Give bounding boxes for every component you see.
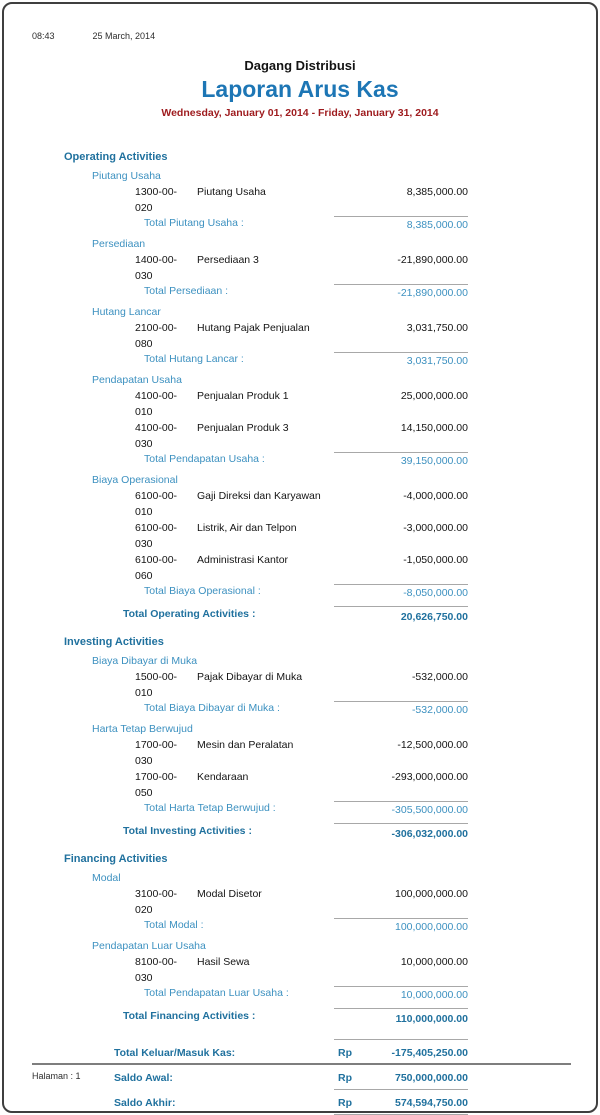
- group-name: Pendapatan Luar Usaha: [92, 940, 206, 952]
- account-row: [135, 252, 468, 284]
- group-total-label: Total Piutang Usaha :: [144, 217, 244, 229]
- group-total-label: Total Persediaan :: [144, 285, 229, 297]
- group-name: Pendapatan Usaha: [92, 374, 182, 386]
- group-total-amount: 10,000,000.00: [334, 986, 468, 1003]
- group-total-amount: 8,385,000.00: [334, 216, 468, 233]
- group-total-label: Total Modal :: [144, 919, 204, 931]
- group-total-amount: -8,050,000.00: [334, 584, 468, 601]
- account-row: [135, 737, 468, 769]
- account-label: Penjualan Produk 1: [197, 390, 289, 402]
- group-total-amount: 100,000,000.00: [334, 918, 468, 935]
- account-row: [135, 552, 468, 584]
- account-label: Mesin dan Peralatan: [197, 739, 294, 751]
- group-name: Modal: [92, 872, 121, 884]
- account-amount: 25,000,000.00: [400, 390, 468, 402]
- account-code: 4100-00-030: [135, 422, 178, 450]
- account-label: Hutang Pajak Penjualan: [197, 322, 310, 334]
- report-title: Laporan Arus Kas: [201, 76, 399, 102]
- group-total-label: Total Pendapatan Usaha :: [144, 453, 265, 465]
- summary-amount: -175,405,250.00: [391, 1047, 468, 1059]
- account-code: 4100-00-010: [135, 390, 178, 418]
- account-amount: 3,031,750.00: [406, 322, 468, 334]
- group-total-amount: 39,150,000.00: [334, 452, 468, 469]
- group-total-row: [135, 801, 468, 818]
- account-code: 1300-00-020: [135, 186, 178, 214]
- section-total-label: Total Financing Activities :: [123, 1010, 256, 1022]
- group-total-label: Total Pendapatan Luar Usaha :: [144, 987, 289, 999]
- account-code: 1700-00-050: [135, 771, 178, 799]
- account-row: [135, 520, 468, 552]
- account-row: [135, 769, 468, 801]
- currency-symbol: Rp: [338, 1047, 352, 1059]
- account-label: Listrik, Air dan Telpon: [197, 522, 297, 534]
- summary-label: Total Keluar/Masuk Kas:: [114, 1047, 236, 1059]
- account-group: [64, 472, 468, 601]
- summary-row: [64, 1089, 468, 1115]
- account-amount: 14,150,000.00: [400, 422, 468, 434]
- group-total-row: [135, 986, 468, 1003]
- group-total-row: [135, 216, 468, 233]
- print-date: 25 March, 2014: [92, 31, 156, 41]
- group-total-label: Total Biaya Operasional :: [144, 585, 261, 597]
- account-label: Persediaan 3: [197, 254, 259, 266]
- account-label: Administrasi Kantor: [197, 554, 289, 566]
- group-total-label: Total Harta Tetap Berwujud :: [144, 802, 276, 814]
- account-code: 1500-00-010: [135, 671, 178, 699]
- group-total-row: [135, 918, 468, 935]
- section-title: Operating Activities: [64, 151, 168, 163]
- account-amount: -532,000.00: [411, 671, 468, 683]
- print-time: 08:43: [32, 31, 55, 41]
- section-total-label: Total Operating Activities :: [123, 608, 256, 620]
- section-total-row: [114, 606, 468, 625]
- account-code: 3100-00-020: [135, 888, 178, 916]
- footer-divider: [32, 1063, 571, 1065]
- account-label: Piutang Usaha: [197, 186, 266, 198]
- section-total-row: [114, 823, 468, 842]
- group-name: Piutang Usaha: [92, 170, 161, 182]
- account-label: Pajak Dibayar di Muka: [197, 671, 303, 683]
- account-label: Gaji Direksi dan Karyawan: [197, 490, 321, 502]
- account-label: Modal Disetor: [197, 888, 262, 900]
- group-name: Biaya Dibayar di Muka: [92, 655, 198, 667]
- activity-section: [64, 851, 468, 1027]
- account-group: [64, 168, 468, 233]
- account-label: Penjualan Produk 3: [197, 422, 289, 434]
- section-title: Financing Activities: [64, 853, 168, 865]
- group-total-label: Total Hutang Lancar :: [144, 353, 244, 365]
- account-group: [64, 870, 468, 935]
- account-amount: -12,500,000.00: [397, 739, 468, 751]
- account-amount: -1,050,000.00: [403, 554, 468, 566]
- page-number: Halaman : 1: [32, 1071, 81, 1081]
- account-group: [64, 236, 468, 301]
- section-total-row: [114, 1008, 468, 1027]
- account-code: 8100-00-030: [135, 956, 178, 984]
- account-code: 1400-00-030: [135, 254, 178, 282]
- group-name: Persediaan: [92, 238, 146, 250]
- account-row: [135, 954, 468, 986]
- section-title: Investing Activities: [64, 636, 164, 648]
- group-total-row: [135, 284, 468, 301]
- group-total-row: [135, 452, 468, 469]
- activity-section: [64, 634, 468, 842]
- report-footer: [32, 1063, 571, 1081]
- group-total-row: [135, 352, 468, 369]
- group-total-amount: -21,890,000.00: [334, 284, 468, 301]
- group-total-row: [135, 701, 468, 718]
- account-group: [64, 938, 468, 1003]
- account-group: [64, 721, 468, 818]
- activity-section: [64, 149, 468, 625]
- account-amount: -4,000,000.00: [403, 490, 468, 502]
- account-row: [135, 388, 468, 420]
- section-total-amount: 110,000,000.00: [334, 1008, 468, 1027]
- account-row: [135, 669, 468, 701]
- group-total-amount: 3,031,750.00: [334, 352, 468, 369]
- summary-amount: 574,594,750.00: [395, 1097, 468, 1109]
- group-name: Biaya Operasional: [92, 474, 178, 486]
- company-name: Dagang Distribusi: [244, 58, 356, 73]
- account-row: [135, 320, 468, 352]
- group-name: Harta Tetap Berwujud: [92, 723, 193, 735]
- report-page: [2, 2, 598, 1113]
- group-total-amount: -532,000.00: [334, 701, 468, 718]
- report-period: Wednesday, January 01, 2014 - Friday, January 31, 2014: [161, 107, 439, 119]
- currency-symbol: Rp: [338, 1097, 352, 1109]
- account-group: [64, 653, 468, 718]
- account-amount: 100,000,000.00: [395, 888, 468, 900]
- summary-row: [64, 1039, 468, 1064]
- summary-label: Saldo Awal:: [114, 1072, 173, 1084]
- group-total-label: Total Biaya Dibayar di Muka :: [144, 702, 280, 714]
- group-name: Hutang Lancar: [92, 306, 161, 318]
- account-amount: -293,000,000.00: [391, 771, 468, 783]
- section-total-label: Total Investing Activities :: [123, 825, 252, 837]
- account-code: 2100-00-080: [135, 322, 178, 350]
- summary-amount-cell: [334, 1039, 468, 1064]
- group-total-amount: -305,500,000.00: [334, 801, 468, 818]
- account-code: 6100-00-010: [135, 490, 178, 518]
- group-total-row: [135, 584, 468, 601]
- account-code: 1700-00-030: [135, 739, 178, 767]
- account-row: [135, 184, 468, 216]
- account-row: [135, 886, 468, 918]
- account-amount: -3,000,000.00: [403, 522, 468, 534]
- account-amount: -21,890,000.00: [397, 254, 468, 266]
- account-amount: 10,000,000.00: [400, 956, 468, 968]
- account-group: [64, 372, 468, 469]
- section-total-amount: -306,032,000.00: [334, 823, 468, 842]
- account-label: Kendaraan: [197, 771, 249, 783]
- account-row: [135, 420, 468, 452]
- summary-label: Saldo Akhir:: [114, 1097, 176, 1109]
- currency-symbol: Rp: [338, 1072, 352, 1084]
- account-code: 6100-00-030: [135, 522, 178, 550]
- summary-amount: 750,000,000.00: [395, 1072, 468, 1084]
- account-label: Hasil Sewa: [197, 956, 250, 968]
- print-meta: [32, 31, 155, 41]
- summary-amount-cell: [334, 1089, 468, 1115]
- account-group: [64, 304, 468, 369]
- account-amount: 8,385,000.00: [406, 186, 468, 198]
- account-row: [135, 488, 468, 520]
- report-body: [64, 149, 468, 1027]
- section-total-amount: 20,626,750.00: [334, 606, 468, 625]
- account-code: 6100-00-060: [135, 554, 178, 582]
